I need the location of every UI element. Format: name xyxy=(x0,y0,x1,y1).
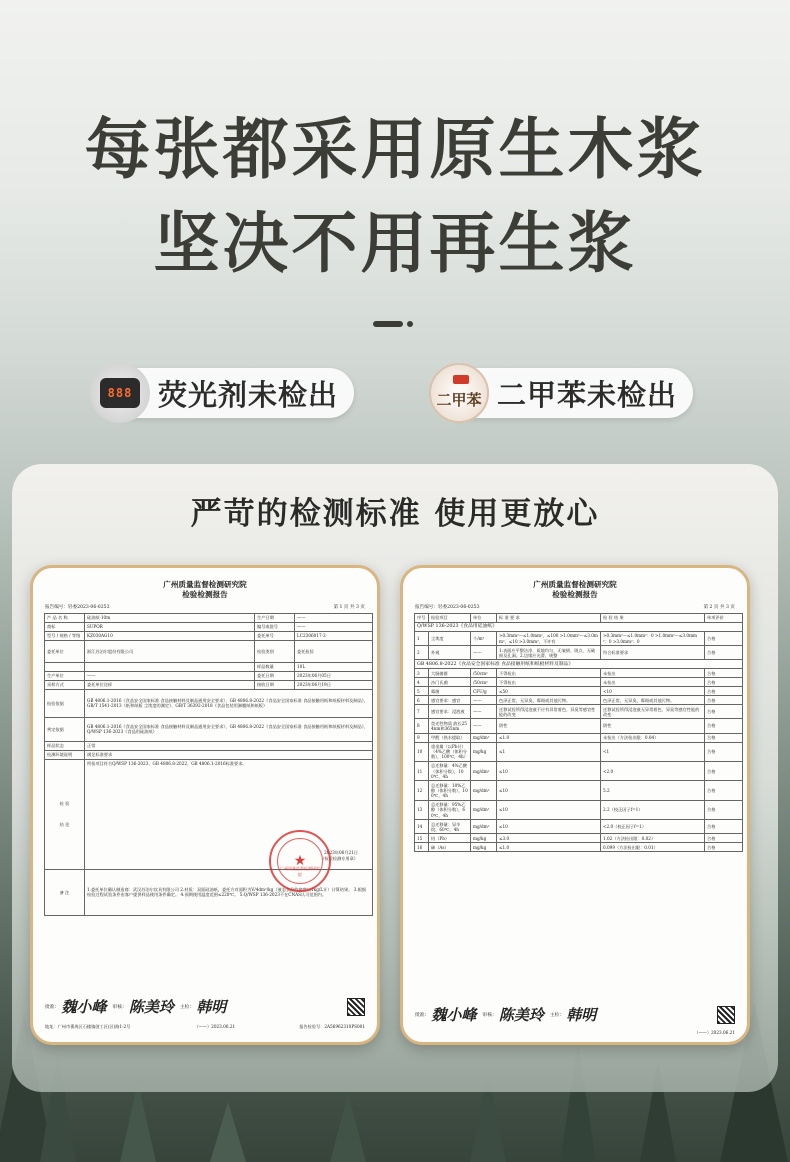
table-cell: 荧光性物质 波长254nm和365nm xyxy=(429,719,471,733)
table-cell: <2.0 xyxy=(601,762,705,781)
table-cell: 16 xyxy=(415,843,429,852)
report-page-1 xyxy=(30,565,380,1045)
table-cell: 合格 xyxy=(705,646,743,660)
table-row xyxy=(415,781,743,800)
table-cell: mg/dm² xyxy=(471,762,497,781)
table-cell: 9 xyxy=(415,733,429,742)
table-cell: 6 xyxy=(415,696,429,705)
table-cell: ≤50 xyxy=(497,687,601,696)
table-cell: 合格 xyxy=(705,781,743,800)
table-cell: 4 xyxy=(415,678,429,687)
table-cell: 合格 xyxy=(705,696,743,705)
col-header: 标 准 要 求 xyxy=(497,614,601,623)
table-cell: mg/dm² xyxy=(471,820,497,834)
report-org: 广州质量监督检测研究院 xyxy=(533,580,617,589)
badge-no-xylene xyxy=(437,368,693,418)
table-cell: ≤1 xyxy=(497,742,601,761)
table-cell: 不得检出 xyxy=(497,669,601,678)
section-row: Q/WSP 136-2023《食品用硅油纸》 xyxy=(415,622,743,631)
table-row xyxy=(415,669,743,678)
table-cell: 合格 xyxy=(705,843,743,852)
table-cell: 铅（Pb） xyxy=(429,834,471,843)
table-cell: mg/kg xyxy=(471,742,497,761)
table-cell: 合格 xyxy=(705,687,743,696)
table-cell: /50cm² xyxy=(471,669,497,678)
table-cell: 5 xyxy=(415,687,429,696)
table-cell: 合格 xyxy=(705,719,743,733)
table-cell: 合格 xyxy=(705,762,743,781)
test-results-table xyxy=(414,613,743,852)
qr-code-icon xyxy=(717,1006,735,1024)
table-cell: mg/kg xyxy=(471,843,497,852)
table-cell: 未检出（方法检出限：0.04） xyxy=(601,733,705,742)
divider-dash xyxy=(373,321,403,327)
table-cell: —— xyxy=(471,646,497,660)
table-cell: 1.02（方法检出限：0.02） xyxy=(601,834,705,843)
table-cell: mg/dm² xyxy=(471,733,497,742)
table-cell: 尘埃度 xyxy=(429,631,471,645)
table-cell: 色泽正常，无异臭、霉斑或其他污物。 xyxy=(497,696,601,705)
table-cell: 合格 xyxy=(705,733,743,742)
table-cell: 总迁移量：10%乙醇（体积分数），100℃，4h xyxy=(429,781,471,800)
table-cell: mg/kg xyxy=(471,834,497,843)
qr-code-icon xyxy=(347,998,365,1016)
table-cell: ≤10 xyxy=(497,820,601,834)
col-header: 单项评价 xyxy=(705,614,743,623)
table-cell: 总迁移量：异辛烷，60℃，4h xyxy=(429,820,471,834)
table-cell: 1.表面应平整洁净，质地均匀，无皱褶、斑点、无破损及孔洞。2.边缘应光滑，规整 xyxy=(497,646,601,660)
table-row xyxy=(415,800,743,819)
table-cell: 感官要求：浸泡液 xyxy=(429,705,471,719)
table-cell: 8 xyxy=(415,719,429,733)
table-cell: 合格 xyxy=(705,669,743,678)
table-cell: mg/dm² xyxy=(471,781,497,800)
table-cell: >0.3mm²～≤1.0mm²，≤100 >1.0mm²～≤3.0mm²，≤10 >3.0mm²，不许有 xyxy=(497,631,601,645)
table-cell: 重金属（以Pb计）（4%乙酸（体积分数），100℃，4h） xyxy=(429,742,471,761)
table-cell: —— xyxy=(471,696,497,705)
xylene-icon: 二甲苯 xyxy=(429,363,489,423)
table-cell: 迁移试验所得浸泡液不应有异常着色、异臭等感官性能的改变 xyxy=(497,705,601,719)
table-cell: 色泽正常，无异臭、霉斑或其他污物。 xyxy=(601,696,705,705)
table-cell: 外观 xyxy=(429,646,471,660)
table-cell: —— xyxy=(471,719,497,733)
table-cell: 14 xyxy=(415,820,429,834)
headline-line-2: 坚决不用再生浆 xyxy=(153,205,637,282)
table-cell: 合格 xyxy=(705,834,743,843)
table-cell: 11 xyxy=(415,762,429,781)
table-row xyxy=(415,687,743,696)
table-cell: 15 xyxy=(415,834,429,843)
table-cell: 阴性 xyxy=(497,719,601,733)
table-row xyxy=(415,733,743,742)
table-cell: 合格 xyxy=(705,800,743,819)
fluorescent-tester-icon: 888 xyxy=(90,363,150,423)
table-cell: 砷（As） xyxy=(429,843,471,852)
table-cell: ≤10 xyxy=(497,762,601,781)
table-cell: 5.2 xyxy=(601,781,705,800)
page-number: 第 2 页 共 3 页 xyxy=(703,605,735,610)
report-title: 检验检测报告 xyxy=(552,590,598,599)
col-header: 检 验 结 果 xyxy=(601,614,705,623)
table-row xyxy=(415,719,743,733)
table-cell: 感官要求：感官 xyxy=(429,696,471,705)
table-cell: ≤1.0 xyxy=(497,843,601,852)
report-number: 报告编号：轻委2023-06-0253 xyxy=(415,605,480,610)
col-header: 单位 xyxy=(471,614,497,623)
table-cell: 10 xyxy=(415,742,429,761)
report-page-2 xyxy=(400,565,750,1045)
table-cell: 合格 xyxy=(705,742,743,761)
signature-row: 批准： 魏小峰 审核： 陈美玲 主检： 韩明 xyxy=(45,996,365,1017)
table-cell: 不得检出 xyxy=(497,678,601,687)
table-cell: 大肠菌群 xyxy=(429,669,471,678)
official-seal: ★ 广州质量监督检测研究院 xyxy=(269,830,331,892)
table-cell: ≤10 xyxy=(497,781,601,800)
report-footer: 地址：广州市番禺区石楼镇创工区(区)路1-2号 （——）2023.06.21 报告检验号：2A56962310PS001 xyxy=(45,1024,365,1029)
table-row xyxy=(415,646,743,660)
col-header: 序号 xyxy=(415,614,429,623)
table-cell: CFU/g xyxy=(471,687,497,696)
table-cell: 合格 xyxy=(705,705,743,719)
table-cell: 沙门氏菌 xyxy=(429,678,471,687)
table-cell: 个/m² xyxy=(471,631,497,645)
table-cell: 符合标准要求 xyxy=(601,646,705,660)
table-row xyxy=(415,834,743,843)
page-number: 第 1 页 共 3 页 xyxy=(333,605,365,610)
table-cell: <1 xyxy=(601,742,705,761)
report-org: 广州质量监督检测研究院 xyxy=(163,580,247,589)
table-row xyxy=(415,705,743,719)
section-title: 严苛的检测标准 使用更放心 xyxy=(190,496,600,532)
badge-label: 二甲苯未检出 xyxy=(497,377,678,412)
signature-row: 批准： 魏小峰 审核： 陈美玲 主检： 韩明 xyxy=(415,1004,735,1025)
badge-label: 荧光剂未检出 xyxy=(158,377,339,412)
table-cell: mg/dm² xyxy=(471,800,497,819)
headline-line-1: 每张都采用原生木浆 xyxy=(84,111,706,188)
table-cell: ≤10 xyxy=(497,800,601,819)
table-cell: 合格 xyxy=(705,631,743,645)
table-cell: 13 xyxy=(415,800,429,819)
table-cell: 合格 xyxy=(705,820,743,834)
table-cell: 2 xyxy=(415,646,429,660)
table-cell: 3 xyxy=(415,669,429,678)
table-cell: >0.3mm²～≤1.0mm²：0 >1.0mm²～≤3.0mm²：0 >3.0mm²：0 xyxy=(601,631,705,645)
table-cell: 12 xyxy=(415,781,429,800)
table-cell: 未检出 xyxy=(601,678,705,687)
table-cell: 甲醛（热水提取） xyxy=(429,733,471,742)
table-cell: 霉菌 xyxy=(429,687,471,696)
table-cell: 未检出 xyxy=(601,669,705,678)
table-cell: 2.2（校正因子f=1） xyxy=(601,800,705,819)
table-row xyxy=(415,762,743,781)
table-row xyxy=(415,696,743,705)
table-cell: <10 xyxy=(601,687,705,696)
table-cell: 阴性 xyxy=(601,719,705,733)
col-header: 检验项目 xyxy=(429,614,471,623)
table-cell: —— xyxy=(471,705,497,719)
badge-no-fluorescent xyxy=(98,368,354,418)
table-cell: ≤3.0 xyxy=(497,834,601,843)
table-cell: 1 xyxy=(415,631,429,645)
issue-date: 2023年06月21日 xyxy=(324,850,358,856)
table-cell: 0.099（方法检出限：0.01） xyxy=(601,843,705,852)
table-row xyxy=(415,631,743,645)
table-cell: 合格 xyxy=(705,678,743,687)
table-cell: /50cm² xyxy=(471,678,497,687)
table-cell: 总迁移量：95%乙醇（体积分数），60℃，4h xyxy=(429,800,471,819)
table-row xyxy=(415,843,743,852)
table-row xyxy=(415,820,743,834)
table-cell: <2.0（校正因子f=1） xyxy=(601,820,705,834)
table-cell: 7 xyxy=(415,705,429,719)
report-info-table: 产 品 名 称 硅油纸·10m 生产日期 —— 商标 SUPOR 编号或批号 —— 型号 / 规格 / 等级 KZ030AG10 委托单号 LC2306017-3 委托单位 浙江苏泊尔股份有限公司 检验类别 委托检验 样品数量 10L 生产单位 —— 委托日期 2023年06月05日 采样方式 委托单位送样 接收日期 2023年06月19日 检验依据 GB 4806.1-2016《食品安全国家标准 食品接触材料及制品通用安全要求》、GB 4806.8-2022《食品安全国家标准 食品接触用纸和纸板材料及制品》、GB/T 1541-2013《纸和纸板 尘埃度的测定》、GB/T 36392-2018《食品包装用淋膜纸和纸板》 判定依据 GB 4806.1-2016《食品安全国家标准 食品接触材料及制品通用安全要求》、GB 4806.8-2022《食品安全国家标准 食品接触用纸和纸板材料及制品》、Q/WSP 136-2023《食品用硅油纸》 样品状态 正常 检测环境说明 满足标准要求 检 验 结 论 所检项目符合Q/WSP 136-2023、GB 4806.8-2022、GB 4806.1-2016标准要求。 2023年06月21日 （检验检测专用章） 备 注 1.委托单位确认制造商：武汉苏泊尔炊具有限公司 2.材质：双面硅油纸，委托方对面积为V/4dm²/kg（液态食品的密度以1kg/L计）计算结果。 3.根据检验过程试验条件由客户提供样品使用条件确定。 4.预期使用温度范围≤220℃。 5.Q/WSP 136-2023不在CNAS认可范围内。 xyxy=(44,613,373,916)
table-row xyxy=(415,678,743,687)
table-cell: 总迁移量：4%乙酸（体积分数），100℃，4h xyxy=(429,762,471,781)
section-row: GB 4806.8-2022《食品安全国家标准 食品接触用纸和纸板材料及制品》 xyxy=(415,660,743,669)
divider-dot xyxy=(407,321,413,327)
table-cell: ≤1.0 xyxy=(497,733,601,742)
report-title: 检验检测报告 xyxy=(182,590,228,599)
report-number: 报告编号：轻委2023-06-0253 xyxy=(45,605,110,610)
report-footer: （——）2023.06.21 xyxy=(694,1030,735,1035)
table-row xyxy=(415,742,743,761)
table-cell: 迁移试验所得浸泡液无异常着色、异臭等感官性能的改变 xyxy=(601,705,705,719)
